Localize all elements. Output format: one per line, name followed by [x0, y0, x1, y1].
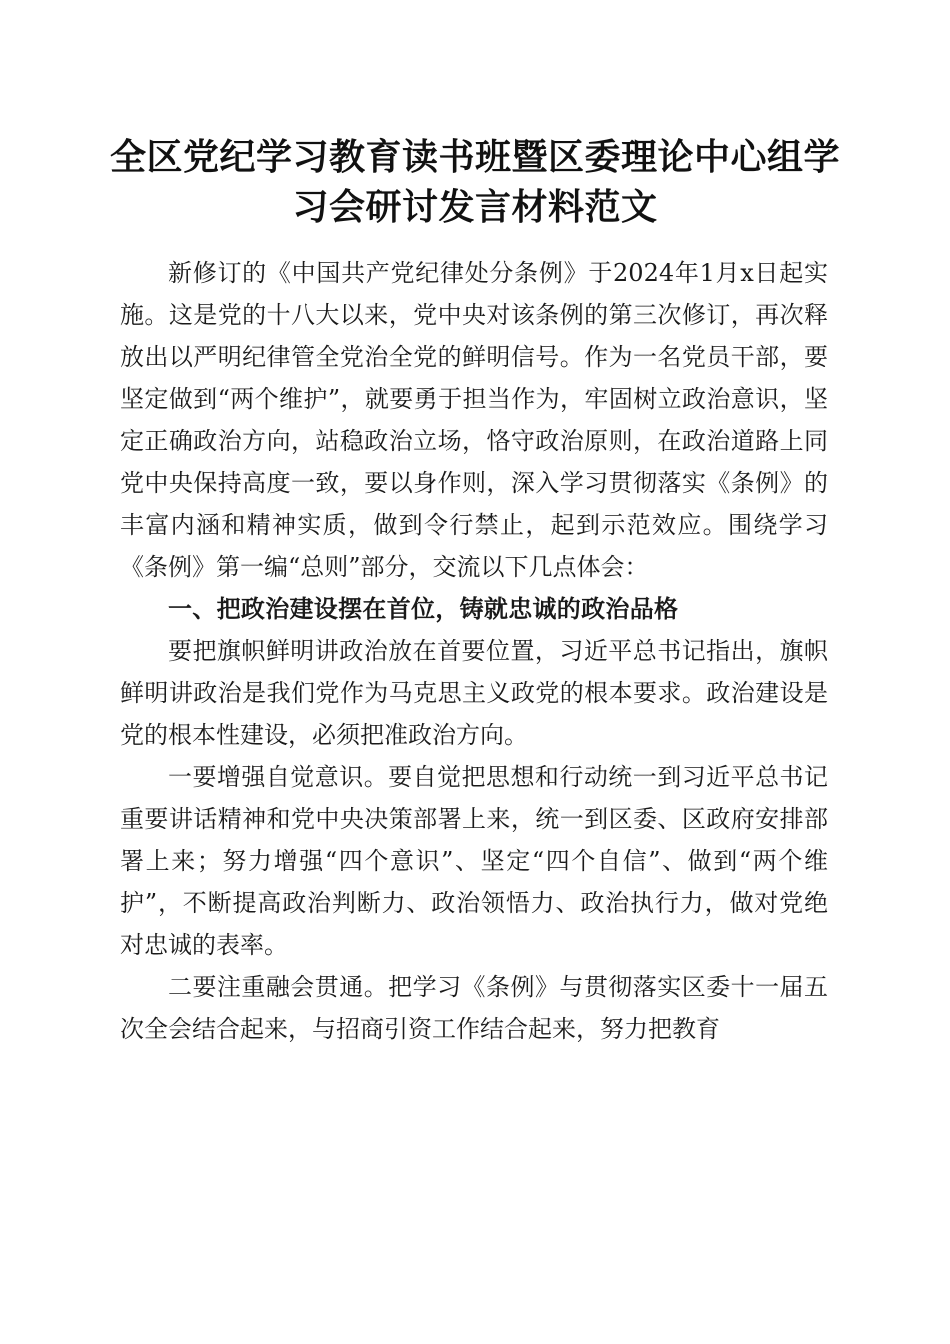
section-1-paragraph: 要把旗帜鲜明讲政治放在首要位置，习近平总书记指出，旗帜鲜明讲政治是我们党作为马克思主义政党的根本要求。政治建设是党的根本性建设，必须把准政治方向。 [120, 637, 828, 749]
intro-paragraph: 新修订的《中国共产党纪律处分条例》于2024年1月x日起实施。这是党的十八大以来，党中央对该条例的第三次修订，再次释放出以严明纪律管全党治全党的鲜明信号。作为一名党员干部，要坚定做到“两个维护”，就要勇于担当作为，牢固树立政治意识，坚定正确政治方向，站稳政治立场，恪守政治原则，在政治道路上同党中央保持高度一致，要以身作则，深入学习贯彻落实《条例》的丰富内涵和精神实质，做到令行禁止，起到示范效应。围绕学习《条例》第一编“总则”部分，交流以下几点体会： [120, 259, 828, 581]
document-body [120, 252, 828, 1050]
document-title: 全区党纪学习教育读书班暨区委理论中心组学习会研讨发言材料范文 [110, 136, 841, 228]
section-heading-1: 一、把政治建设摆在首位，铸就忠诚的政治品格 [168, 595, 679, 623]
point-2-paragraph: 二要注重融会贯通。把学习《条例》与贯彻落实区委十一届五次全会结合起来，与招商引资工作结合起来，努力把教育 [120, 973, 828, 1043]
point-1-paragraph: 一要增强自觉意识。要自觉把思想和行动统一到习近平总书记重要讲话精神和党中央决策部署上来，统一到区委、区政府安排部署上来；努力增强“四个意识”、坚定“四个自信”、做到“两个维护”，不断提高政治判断力、政治领悟力、政治执行力，做对党绝对忠诚的表率。 [120, 763, 828, 959]
